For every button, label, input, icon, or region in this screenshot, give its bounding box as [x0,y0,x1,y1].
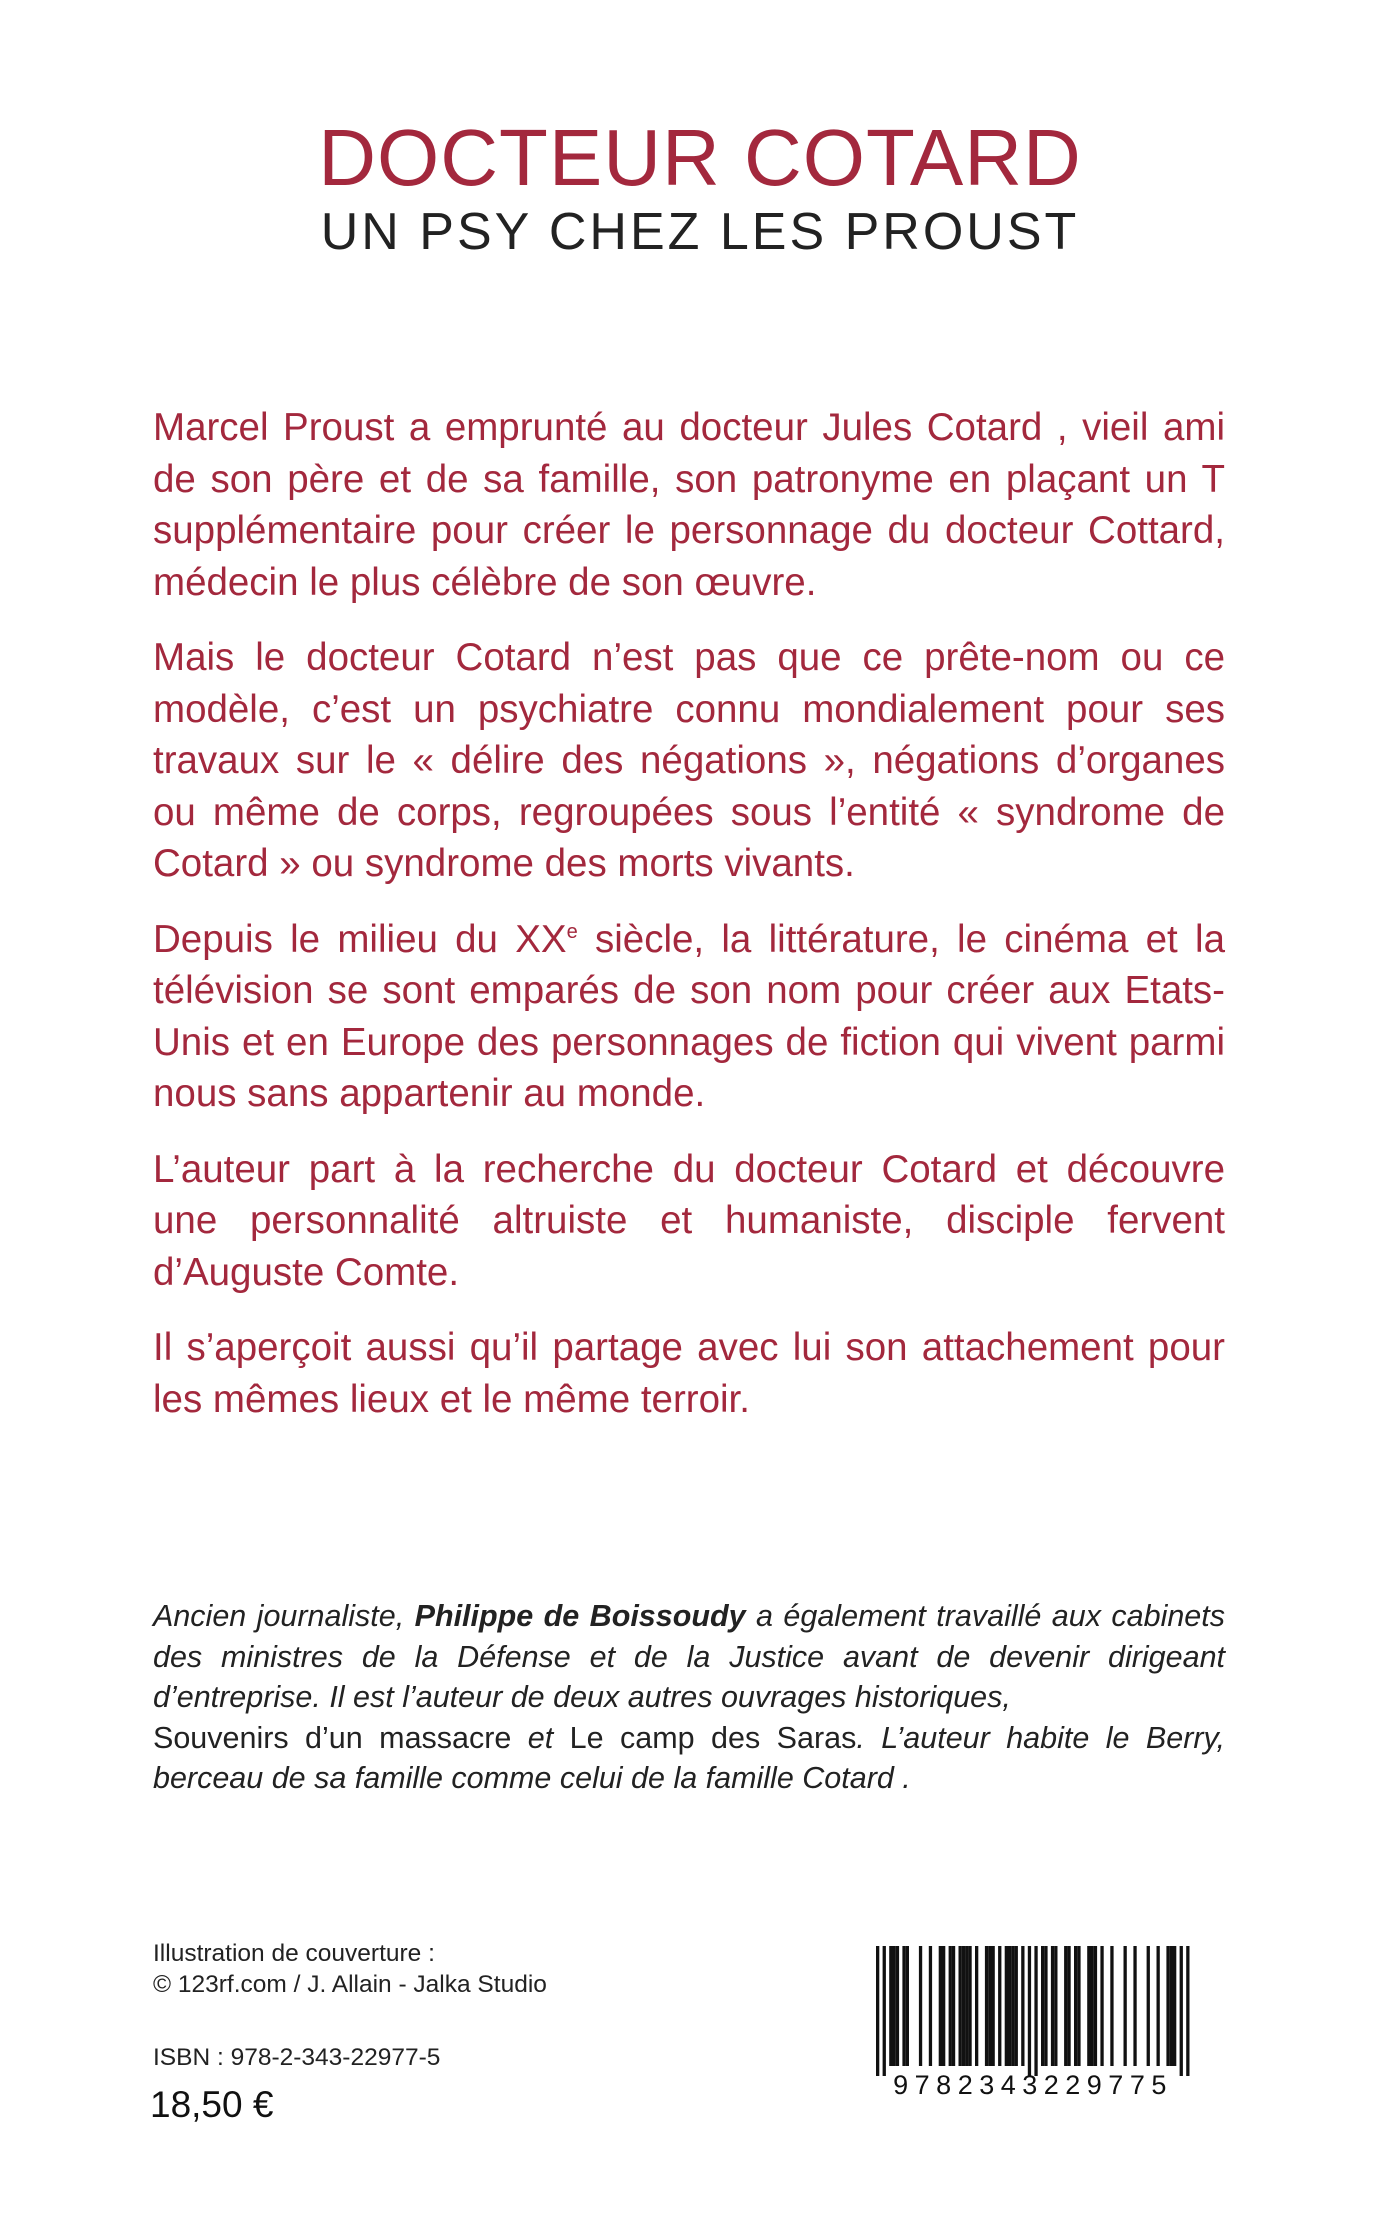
barcode-bar [1005,1946,1008,2066]
barcode-bar [939,1946,942,2066]
book-title: DOCTEUR COTARD [318,113,1082,202]
synopsis-paragraph-5: Il s’aperçoit aussi qu’il partage avec lui son attachement pour les mêmes lieux et le même terroir. [153,1326,1225,1421]
barcode-bar [889,1946,892,2066]
synopsis-paragraph-3 [153,914,1225,1120]
barcode-bar [1064,1946,1067,2066]
barcode-bar [1077,1946,1080,2066]
barcode-bar [1087,1946,1090,2066]
barcode-bar [1166,1946,1169,2066]
credits-line-1: Illustration de couverture : [153,1940,435,1967]
barcode-bar [1147,1946,1150,2066]
barcode [846,1940,1220,2114]
barcode-bar [988,1946,991,2066]
barcode-bar [949,1946,952,2066]
barcode-number: 9782343229775 [893,2070,1173,2100]
book-subtitle: UN PSY CHEZ LES PROUST [320,203,1080,261]
barcode-bar [1100,1946,1103,2066]
isbn: ISBN : 978-2-343-22977-5 [153,2044,441,2071]
barcode-bar [1011,1946,1014,2066]
credits-line-2: © 123rf.com / J. Allain - Jalka Studio [153,1971,547,1998]
cover-credits [153,1938,653,2000]
author-bio [153,1596,1225,1799]
barcode-bar [1091,1946,1094,2066]
barcode-bar [1074,1946,1077,2066]
synopsis [153,402,1225,1449]
barcode-bar [992,1946,995,2066]
synopsis-paragraph-4: L’auteur part à la recherche du docteur Cotard et découvre une personnalité altruiste et humaniste, disciple fervent d’Auguste Comte. [153,1147,1225,1294]
barcode-bar [893,1946,896,2066]
barcode-bar [876,1946,879,2076]
barcode-bar [962,1946,965,2066]
bio-part-1: Ancien journaliste, [153,1599,415,1633]
bio-part-3: et [527,1720,570,1755]
barcode-bar [1067,1946,1070,2066]
barcode-bar [1186,1946,1189,2076]
barcode-bar [1034,1946,1037,2076]
barcode-bar [1028,1946,1031,2076]
barcode-bar [1133,1946,1136,2066]
barcode-bar [1041,1946,1044,2066]
barcode-bar [1021,1946,1024,2066]
barcode-bar [959,1946,962,2066]
barcode-bar [1110,1946,1113,2066]
barcode-bar [1170,1946,1173,2066]
bio-part-4: . L’auteur habite le Berry, berceau de sa famille comme celui de la famille Cotard . [153,1720,1225,1795]
synopsis-p3-start: Depuis le milieu du XX [153,917,567,961]
barcode-bar [906,1946,909,2066]
barcode-bar [919,1946,922,2066]
barcode-bar [1015,1946,1018,2066]
barcode-bar [968,1946,971,2066]
century-superscript: e [566,920,578,943]
barcode-bar [929,1946,932,2066]
barcode-bar [975,1946,978,2066]
barcode-bar [985,1946,988,2066]
barcode-bar [1180,1946,1183,2076]
author-name: Philippe de Boissoudy [414,1599,746,1633]
barcode-bar [1094,1946,1097,2066]
barcode-bar [942,1946,945,2066]
barcode-bar [952,1946,955,2066]
barcode-bar [1157,1946,1160,2066]
barcode-bar [896,1946,899,2066]
bio-part-2: a également travaillé aux cabinets des ministres de la Défense et de la Justice avant de devenir dirigeant d’entreprise. Il est l’auteur de deux autres ouvrages historiques, [153,1599,1225,1714]
barcode-bar [1051,1946,1054,2066]
barcode-bar [1054,1946,1057,2066]
barcode-bars [846,1940,1220,2080]
synopsis-p3-end: siècle, la littérature, le cinéma et la télévision se sont emparés de son nom pour créer aux Etats-Unis et en Europe des personnages de fiction qui vivent parmi nous sans appartenir au monde. [153,917,1225,1115]
barcode-bar [902,1946,905,2066]
synopsis-paragraph-1: Marcel Proust a emprunté au docteur Jules Cotard , vieil ami de son père et de sa famille, son patronyme en plaçant un T supplémentaire pour créer le personnage du docteur Cottard, médecin le plus célèbre de son œuvre. [153,406,1225,604]
barcode-bar [1044,1946,1047,2066]
barcode-bar [998,1946,1001,2066]
book-title-camp: Le camp des Saras [569,1720,857,1755]
book-title-souvenirs: Souvenirs d’un massacre [153,1720,528,1755]
synopsis-paragraph-2: Mais le docteur Cotard n’est pas que ce prête-nom ou ce modèle, c’est un psychiatre connu mondialement pour ses travaux sur le « délire des négations », négations d’organes ou même de corps, regroupées sous l’entité « syndrome de Cotard » ou syndrome des morts vivants. [153,636,1225,885]
barcode-bar [965,1946,968,2066]
barcode-bar [1124,1946,1127,2066]
barcode-bar [1173,1946,1176,2066]
price: 18,50 € [150,2084,274,2125]
barcode-bar [883,1946,886,2076]
barcode-bar [1008,1946,1011,2066]
